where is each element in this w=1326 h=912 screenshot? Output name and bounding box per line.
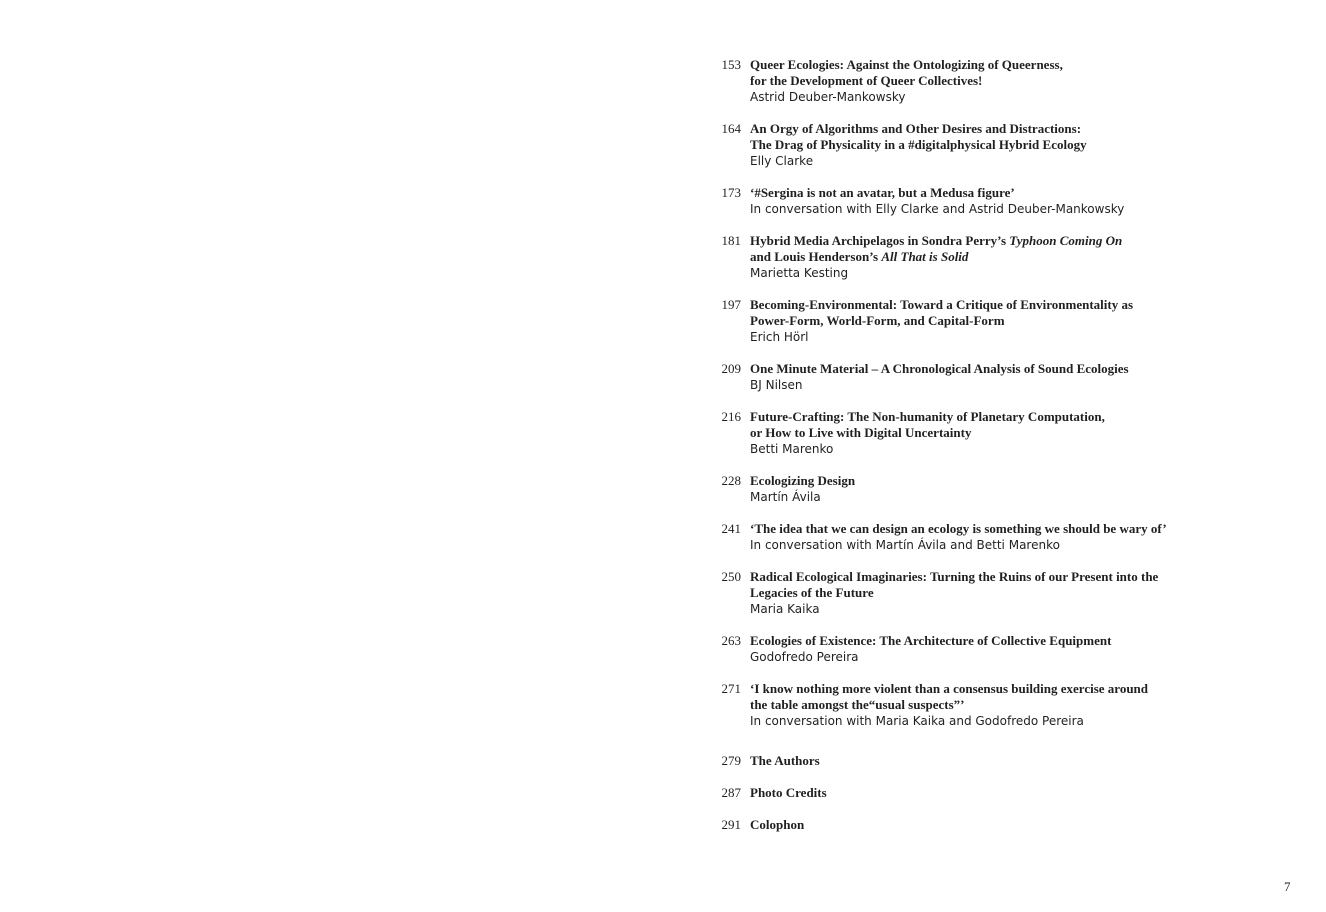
toc-page-number: 216 — [721, 409, 741, 424]
toc-page-number: 173 — [721, 185, 741, 200]
toc-entry — [706, 633, 1306, 665]
toc-page-number: 291 — [721, 817, 741, 832]
toc-author: In conversation with Martín Ávila and Betti Marenko — [750, 538, 1060, 552]
toc-entry-back-matter — [706, 817, 1306, 833]
page-folio: 7 — [1284, 879, 1291, 894]
toc-title — [750, 633, 1306, 649]
toc-author: Erich Hörl — [750, 330, 809, 344]
toc-entry-back-matter — [706, 785, 1306, 801]
toc-title-line: Power-Form, World-Form, and Capital-Form — [750, 313, 1005, 328]
toc-author: Elly Clarke — [750, 154, 814, 168]
toc-title: The Authors — [750, 753, 820, 768]
toc-author: In conversation with Maria Kaika and Godofredo Pereira — [750, 714, 1084, 728]
toc-page-number: 287 — [721, 785, 741, 800]
toc-title-italic: Typhoon Coming On — [1009, 233, 1123, 248]
toc-author: Betti Marenko — [750, 442, 834, 456]
toc-title-line: Radical Ecological Imaginaries: Turning the Ruins of our Present into the — [750, 569, 1159, 584]
toc-page-number: 241 — [721, 521, 741, 536]
toc-entry-back-matter — [706, 753, 1306, 769]
toc-author: Astrid Deuber-Mankowsky — [750, 90, 906, 104]
toc-entry — [706, 57, 1306, 105]
toc-author: Maria Kaika — [750, 602, 820, 616]
toc-title — [750, 185, 1306, 201]
toc-title-italic: All That is Solid — [881, 249, 969, 264]
toc-title — [750, 121, 1306, 153]
toc-title-line: the table amongst the“usual suspects”’ — [750, 697, 965, 712]
toc-entry — [706, 233, 1306, 281]
toc-title-line: Ecologies of Existence: The Architecture of Collective Equipment — [750, 633, 1112, 648]
toc-page-number: 279 — [721, 753, 741, 768]
toc-title — [750, 361, 1306, 377]
toc-entry — [706, 185, 1306, 217]
toc-title-line: or How to Live with Digital Uncertainty — [750, 425, 972, 440]
toc-title — [750, 473, 1306, 489]
toc-entry — [706, 297, 1306, 345]
toc-entry — [706, 681, 1306, 729]
table-of-contents — [706, 57, 1306, 849]
toc-title-line: An Orgy of Algorithms and Other Desires and Distractions: — [750, 121, 1082, 136]
toc-page-number: 181 — [721, 233, 741, 248]
toc-title-line — [750, 233, 1306, 249]
toc-author: In conversation with Elly Clarke and Astrid Deuber-Mankowsky — [750, 202, 1125, 216]
toc-title — [750, 233, 1306, 265]
toc-title — [750, 681, 1306, 713]
toc-page-number: 263 — [721, 633, 741, 648]
toc-title-line: ‘#Sergina is not an avatar, but a Medusa figure’ — [750, 185, 1015, 200]
toc-title-line: Ecologizing Design — [750, 473, 856, 488]
toc-author: Martín Ávila — [750, 490, 821, 504]
toc-title-line: The Drag of Physicality in a #digitalphysical Hybrid Ecology — [750, 137, 1087, 152]
toc-author: Godofredo Pereira — [750, 650, 859, 664]
toc-title-line: Legacies of the Future — [750, 585, 874, 600]
toc-title-line: ‘I know nothing more violent than a consensus building exercise around — [750, 681, 1149, 696]
toc-entry — [706, 361, 1306, 393]
toc-entry — [706, 521, 1306, 553]
toc-page-number: 153 — [721, 57, 741, 72]
toc-page-number: 164 — [721, 121, 741, 136]
toc-title — [750, 409, 1306, 441]
toc-title — [750, 521, 1306, 537]
toc-title — [750, 57, 1306, 89]
toc-title-line: Future-Crafting: The Non-humanity of Planetary Computation, — [750, 409, 1105, 424]
toc-entry — [706, 569, 1306, 617]
toc-author: Marietta Kesting — [750, 266, 849, 280]
toc-title-line: Becoming-Environmental: Toward a Critique of Environmentality as — [750, 297, 1134, 312]
toc-entry — [706, 409, 1306, 457]
toc-title-text: and Louis Henderson’s — [750, 249, 882, 264]
toc-page-number: 228 — [721, 473, 741, 488]
toc-title-line: One Minute Material – A Chronological Analysis of Sound Ecologies — [750, 361, 1129, 376]
toc-title-line: Queer Ecologies: Against the Ontologizing of Queerness, — [750, 57, 1063, 72]
toc-title — [750, 569, 1306, 601]
toc-title-text: Hybrid Media Archipelagos in Sondra Perry’s — [750, 233, 1010, 248]
toc-title: Colophon — [750, 817, 805, 832]
toc-title-line: ‘The idea that we can design an ecology is something we should be wary of’ — [750, 521, 1167, 536]
toc-entry — [706, 121, 1306, 169]
toc-author: BJ Nilsen — [750, 378, 803, 392]
toc-page-number: 250 — [721, 569, 741, 584]
toc-entry — [706, 473, 1306, 505]
toc-title — [750, 297, 1306, 329]
toc-page-number: 209 — [721, 361, 741, 376]
toc-title-line: for the Development of Queer Collectives! — [750, 73, 983, 88]
toc-page-number: 271 — [721, 681, 741, 696]
toc-title-line — [750, 249, 1306, 265]
toc-title: Photo Credits — [750, 785, 827, 800]
toc-page-number: 197 — [721, 297, 741, 312]
